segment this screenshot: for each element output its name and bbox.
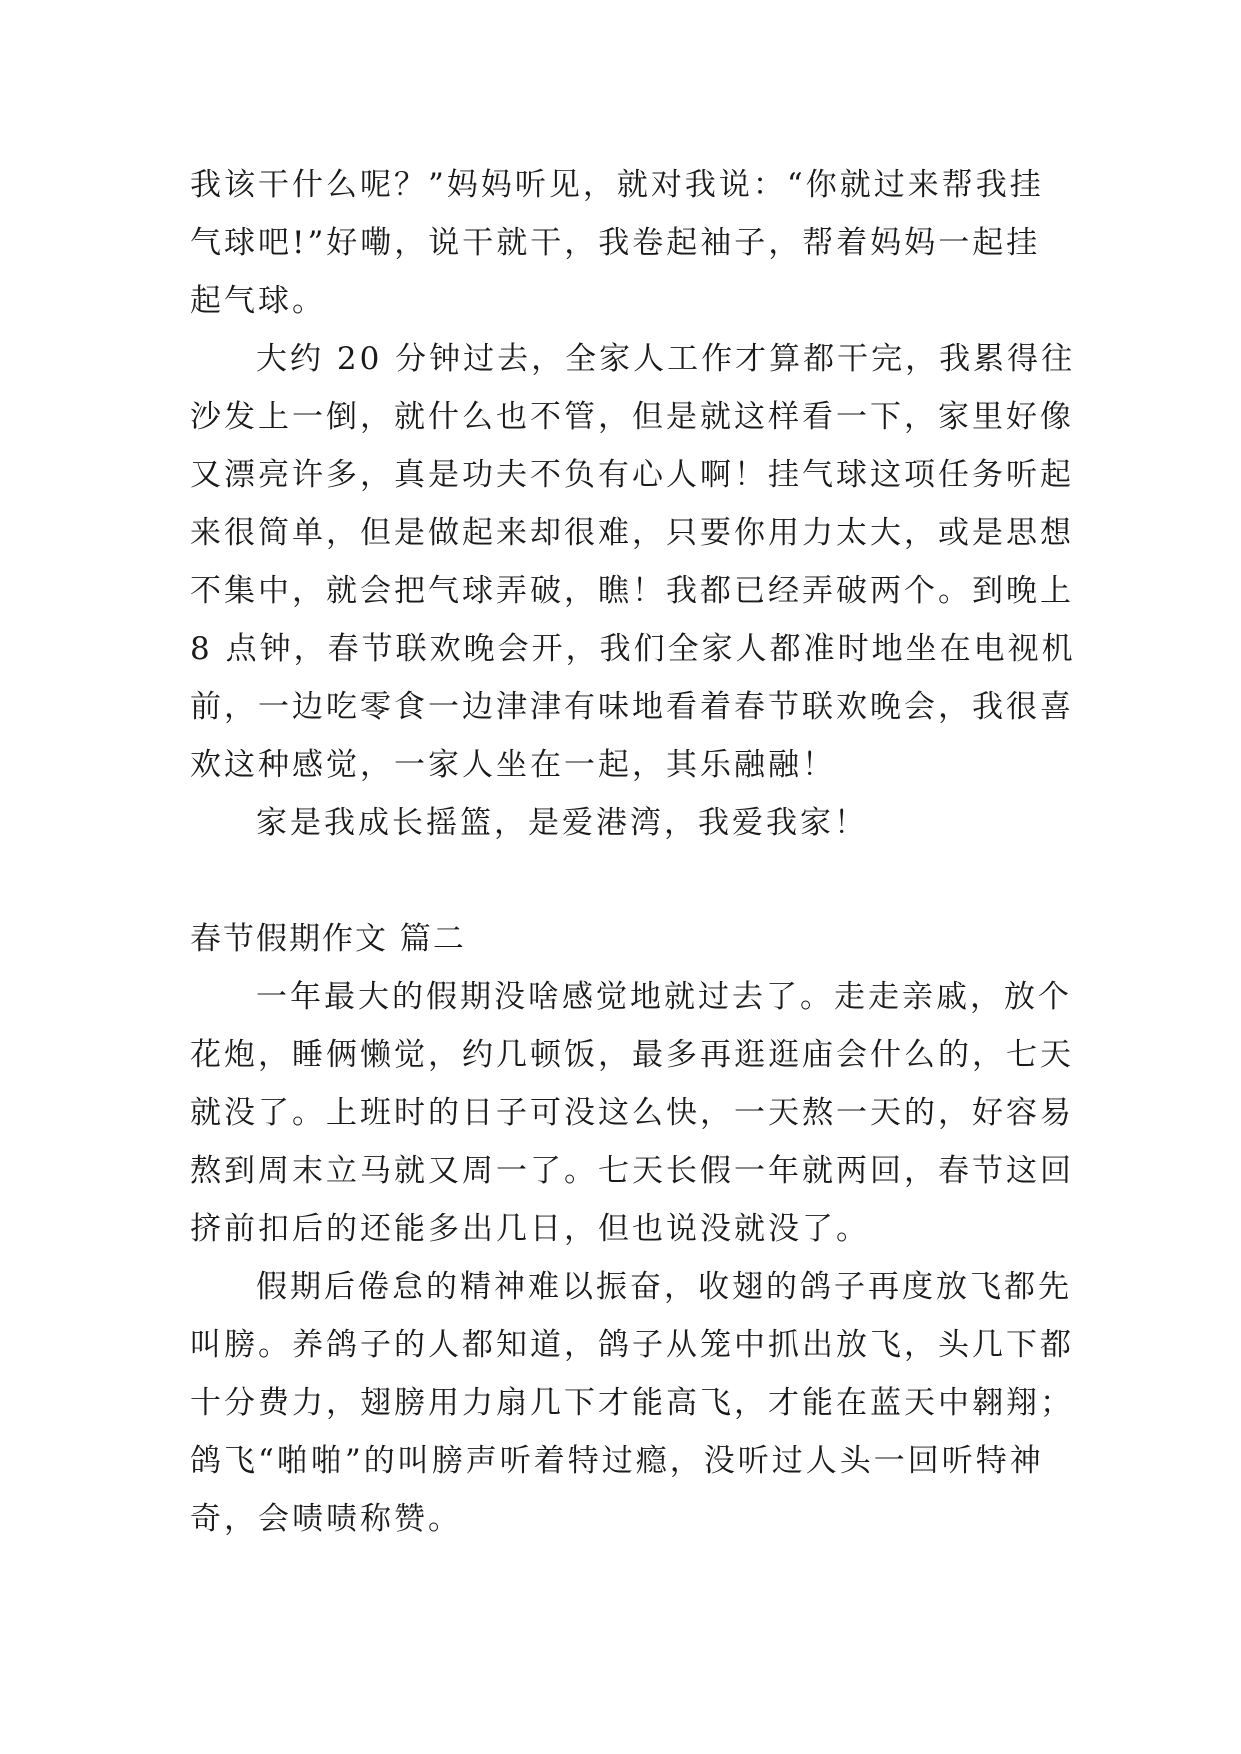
text-line: 不集中，就会把气球弄破，瞧！我都已经弄破两个。到晚上	[190, 573, 1074, 609]
text-line: 就没了。上班时的日子可没这么快，一天熬一天的，好容易	[190, 1095, 1074, 1131]
text-line: 气球吧!”好嘞，说干就干，我卷起袖子，帮着妈妈一起挂	[190, 225, 1041, 261]
text-line: 前，一边吃零食一边津津有味地看着春节联欢晚会，我很喜	[190, 689, 1074, 725]
text-line: 花炮，睡俩懒觉，约几顿饭，最多再逛逛庙会什么的，七天	[190, 1037, 1074, 1073]
text-line: 一年最大的假期没啥感觉地就过去了。走走亲戚，放个	[256, 979, 1072, 1015]
text-line: 沙发上一倒，就什么也不管，但是就这样看一下，家里好像	[190, 399, 1074, 435]
text-line: 欢这种感觉，一家人坐在一起，其乐融融！	[190, 747, 836, 783]
text-line: 奇，会啧啧称赞。	[190, 1501, 462, 1537]
paragraph	[190, 330, 1076, 794]
text-line: 十分费力，翅膀用力扇几下才能高飞，才能在蓝天中翱翔；	[190, 1385, 1074, 1421]
text-line: 叫膀。养鸽子的人都知道，鸽子从笼中抓出放飞，头几下都	[190, 1327, 1074, 1363]
text-line: 我该干什么呢？”妈妈听见，就对我说：“你就过来帮我挂	[190, 167, 1044, 203]
text-line: 来很简单，但是做起来却很难，只要你用力太大，或是思想	[190, 515, 1074, 551]
paragraph	[190, 968, 1074, 1258]
text-line: 熬到周末立马就又周一了。七天长假一年就两回，春节这回	[190, 1153, 1074, 1189]
text-line: 起气球。	[190, 283, 326, 319]
blank-line	[190, 852, 1070, 910]
text-line: 又漂亮许多，真是功夫不负有心人啊！挂气球这项任务听起	[190, 457, 1074, 493]
section-heading: 春节假期作文 篇二	[190, 921, 466, 957]
text-line: 8 点钟，春节联欢晚会开，我们全家人都准时地坐在电视机	[190, 631, 1076, 667]
paragraph	[190, 1258, 1074, 1548]
text-line: 鸽飞“啪啪”的叫膀声听着特过瘾，没听过人头一回听特神	[190, 1443, 1044, 1479]
paragraph	[190, 156, 1070, 330]
document-body	[190, 156, 1076, 1548]
text-line: 挤前扣后的还能多出几日，但也说没就没了。	[190, 1211, 870, 1247]
text-line: 假期后倦怠的精神难以振奋，收翅的鸽子再度放飞都先	[256, 1269, 1072, 1305]
paragraph	[190, 794, 1070, 852]
text-line: 家是我成长摇篮，是爱港湾，我爱我家！	[256, 805, 868, 841]
text-line: 大约 20 分钟过去，全家人工作才算都干完，我累得往	[256, 341, 1076, 377]
